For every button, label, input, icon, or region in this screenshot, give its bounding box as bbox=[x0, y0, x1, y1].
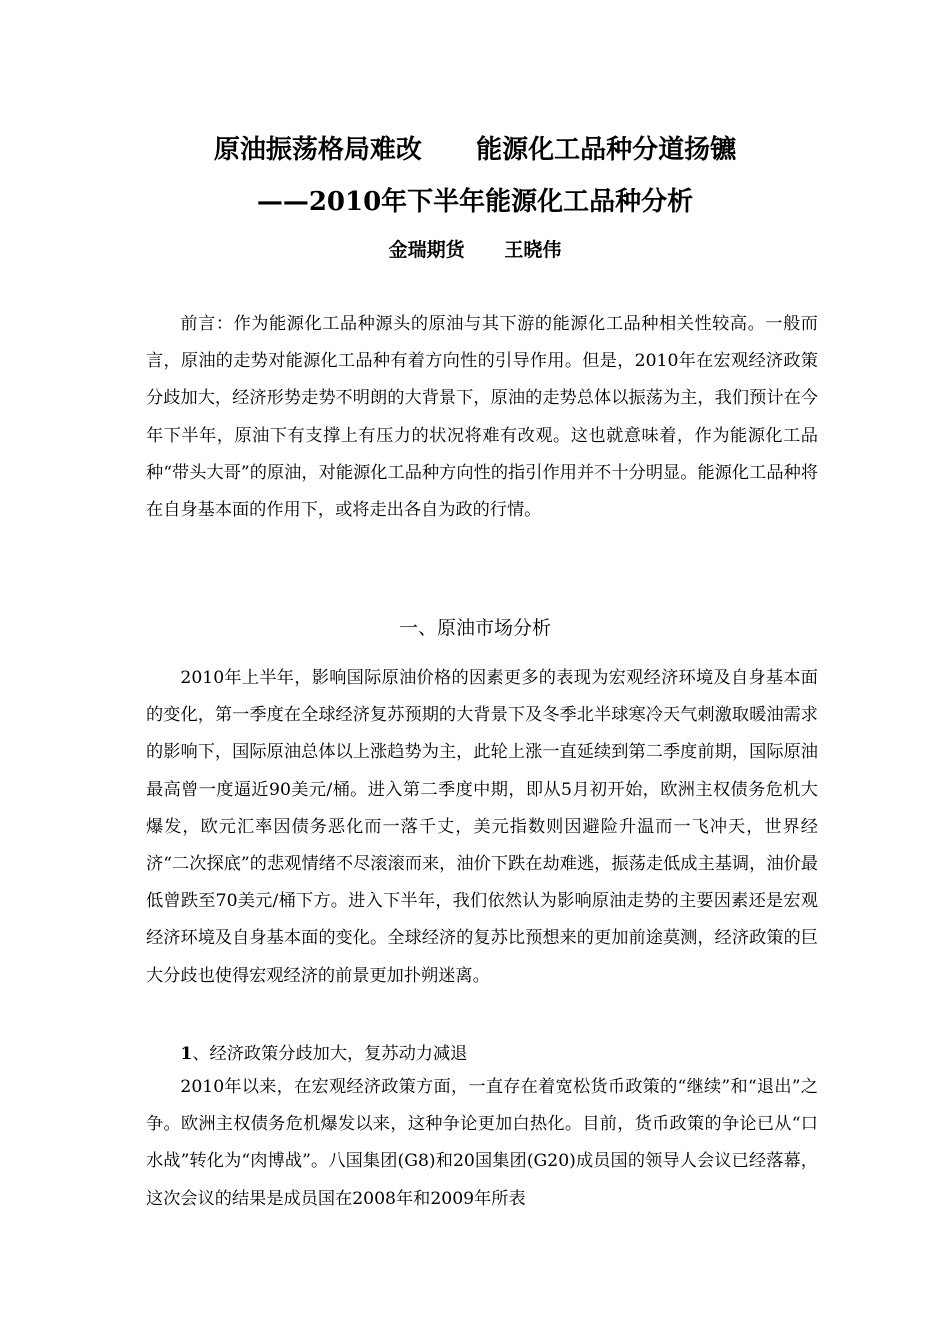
body-paragraph: 2010年以来，在宏观经济政策方面，一直存在着宽松货币政策的“继续”和“退出”之争。欧洲主权债务危机爆发以来，这种争论更加白热化。目前，货币政策的争论已从“口水战”转化为“肉博战”。八国集团(G8)和20国集团(G20)成员国的领导人会议已经落幕，这次会议的结果是成员国在2008年和2009年所表 bbox=[146, 1077, 818, 1209]
body-paragraph: 2010年上半年，影响国际原油价格的因素更多的表现为宏观经济环境及自身基本面的变化，第一季度在全球经济复苏预期的大背景下及冬季北半球寒冷天气刺激取暖油需求的影响下，国际原油总体以上涨趋势为主，此轮上涨一直延续到第二季度前期，国际原油最高曾一度逼近90美元/桶。进入第二季度中期，即从5月初开始，欧洲主权债务危机大爆发，欧元汇率因债务恶化而一落千丈，美元指数则因避险升温而一飞冲天，世界经济“二次探底”的悲观情绪不尽滚滚而来，油价下跌在劫难逃，振荡走低成主基调，油价最低曾跌至70美元/桶下方。进入下半年，我们依然认为影响原油走势的主要因素还是宏观经济环境及自身基本面的变化。全球经济的复苏比预想来的更加前途莫测，经济政策的巨大分歧也使得宏观经济的前景更加扑朔迷离。 bbox=[146, 668, 818, 986]
section-heading: 一、原油市场分析 bbox=[398, 617, 551, 639]
document-title-line2: ——2010年下半年能源化工品种分析 bbox=[256, 187, 694, 217]
subsection-heading-text: 、经济政策分歧加大，复苏动力减退 bbox=[192, 1044, 468, 1064]
document-title-line1: 原油振荡格局难改 能源化工品种分道扬镳 bbox=[213, 135, 737, 165]
subsection-heading bbox=[146, 1036, 818, 1073]
author-line: 金瑞期货 王晓伟 bbox=[388, 239, 562, 261]
intro-paragraph: 前言：作为能源化工品种源头的原油与其下游的能源化工品种相关性较高。一般而言，原油的走势对能源化工品种有着方向性的引导作用。但是，2010年在宏观经济政策分歧加大，经济形势走势不明朗的大背景下，原油的走势总体以振荡为主，我们预计在今年下半年，原油下有支撑上有压力的状况将难有改观。这也就意味着，作为能源化工品种“带头大哥”的原油，对能源化工品种方向性的指引作用并不十分明显。能源化工品种将在自身基本面的作用下，或将走出各自为政的行情。 bbox=[146, 314, 818, 521]
subsection-number: 1 bbox=[180, 1044, 193, 1064]
